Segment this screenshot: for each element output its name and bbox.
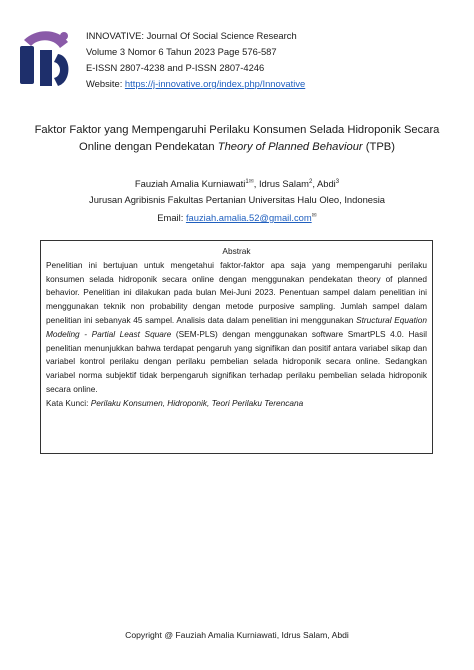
email-label: Email: xyxy=(157,212,186,224)
journal-issn: E-ISSN 2807-4238 and P-ISSN 2807-4246 xyxy=(86,62,265,73)
title-line-1: Faktor Faktor yang Mempengaruhi Perilaku Konsumen Selada Hidroponik Secara xyxy=(34,124,440,136)
keywords-label: Kata Kunci: xyxy=(46,397,91,408)
author-list xyxy=(0,175,474,191)
affiliation: Jurusan Agribisnis Fakultas Pertanian Universitas Halu Oleo, Indonesia xyxy=(89,194,385,205)
author-1: Fauziah Amalia Kurniawati xyxy=(134,178,246,190)
abstract-text-1: Penelitian ini bertujuan untuk mengetahui faktor-faktor apa saja yang mempengaruhi perilaku konsumen selada hidroponik secara online dengan menggunakan pendekatan theory of planned behavior. Penelitian ini dilakukan pada bulan Mei-Juni 2023. Penentuan sampel dalam penelitian ini menggunakan teknik non probability dengan metode purposive sampling. Jumlah sampel dalam penelitian ini sebanyak 45 sampel. Analisis data dalam penelitian ini menggunakan xyxy=(46,259,427,325)
journal-website xyxy=(86,76,466,92)
email-link[interactable]: fauziah.amalia.52@gmail.com xyxy=(185,212,312,224)
email-line xyxy=(0,212,474,223)
logo-n-shape xyxy=(40,50,52,86)
author-2: , Idrus Salam xyxy=(253,178,309,190)
logo-bar-left xyxy=(20,46,34,84)
keywords-value: Perilaku Konsumen, Hidroponik, Teori Perilaku Terencana xyxy=(90,397,304,408)
abstract-body xyxy=(46,259,427,397)
journal-name: INNOVATIVE: Journal Of Social Science Research xyxy=(86,30,297,41)
title-line-2-end: (TPB) xyxy=(362,141,395,153)
author-1-sup: 1 xyxy=(245,179,249,185)
abstract-text-2: (SEM-PLS) dengan menggunakan software SmartPLS 4.0. Hasil penelitian menunjukkan bahwa terdapat pengaruh yang signifikan dan positif antara variabel sikap dan variabel kontrol perilaku dengan perilaku pembelian selada hidroponik secara online. Sedangkan variabel norma subjektif tidak berpengaruh signifikan terhadap perilaku pembelian selada hidroponik secara online. xyxy=(46,328,427,394)
title-line-2 xyxy=(24,139,450,156)
author-3-sup: 3 xyxy=(335,179,340,185)
journal-issue: Volume 3 Nomor 6 Tahun 2023 Page 576-587 xyxy=(86,46,277,57)
journal-header xyxy=(86,28,466,92)
abstract-box xyxy=(40,240,433,454)
title-line-2-italic: Theory of Planned Behaviour xyxy=(217,141,363,153)
footer-copyright: Copyright @ Fauziah Amalia Kurniawati, Idrus Salam, Abdi xyxy=(125,630,349,640)
website-link[interactable]: https://j-innovative.org/index.php/Innovative xyxy=(124,78,306,89)
journal-logo xyxy=(14,26,74,92)
mail-icon[interactable]: ✉ xyxy=(248,179,254,185)
author-2-sup: 2 xyxy=(308,179,313,185)
website-label: Website: xyxy=(86,78,125,89)
logo-dot xyxy=(60,32,68,40)
author-3: , Abdi xyxy=(312,178,336,190)
keywords-line xyxy=(46,397,427,411)
logo-circle xyxy=(54,54,69,86)
article-title xyxy=(24,122,450,156)
abstract-heading: Abstrak xyxy=(222,246,251,256)
email-mail-icon[interactable]: ✉ xyxy=(311,213,317,219)
title-line-2-plain: Online dengan Pendekatan xyxy=(79,141,218,153)
abstract-text-italic: Structural Equation Modeling - Partial Least Square xyxy=(46,314,427,339)
